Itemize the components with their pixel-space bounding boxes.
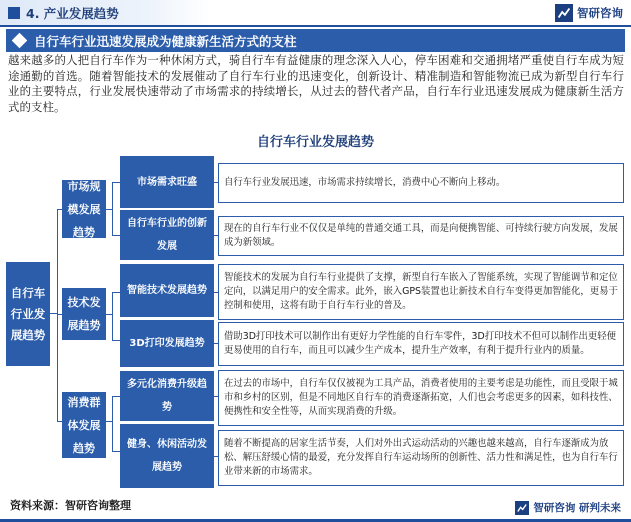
subtitle-banner <box>6 29 625 52</box>
item-desc-text: 自行车行业发展迅速，市场需求持续增长，消费中心不断向上移动。 <box>224 177 506 189</box>
footer-brand-text: 智研咨询 研判未来 <box>533 502 621 514</box>
item-desc-text: 借助3D打印技术可以制作出有更好力学性能的自行车零件，3D打印技术不但可以制作出更轻便更易使用的自行车，而且可以减少生产成本，提升生产效率，有利于提升行业内的质量。 <box>224 331 616 356</box>
brand-name: 智研咨询 <box>577 6 623 20</box>
item-description-smart-tech <box>218 264 624 320</box>
section-square-icon <box>8 7 20 19</box>
group-label: 消费群体发展趋势 <box>67 395 101 455</box>
connector <box>112 340 120 341</box>
brand-logo-icon <box>515 501 529 515</box>
connector <box>112 235 120 236</box>
connector <box>112 182 120 183</box>
diamond-icon <box>12 33 28 49</box>
connector <box>112 292 113 340</box>
item-desc-text: 智能技术的发展为自行车行业提供了支撑，新型自行车嵌入了智能系统，实现了智能调节和定位定向，以满足用户的安全需求。此外，嵌入GPS装置也让新技术自行车变得更加智能化，更易于控制和使用，这将有助于自行车行业的普及。 <box>224 272 618 311</box>
brand-logo-icon <box>555 4 573 22</box>
item-label: 3D打印发展趋势 <box>129 338 205 349</box>
item-desc-text: 现在的自行车行业不仅仅是单纯的普通交通工具，而是向便携智能、可持续行驶方向发展，发展成为新领域。 <box>224 223 618 248</box>
item-label: 市场需求旺盛 <box>137 176 197 188</box>
header-divider <box>0 25 631 27</box>
item-node-innovation <box>120 210 214 260</box>
group-label: 市场规模发展趋势 <box>67 180 101 238</box>
group-node-consumer <box>62 392 106 458</box>
connector <box>112 292 120 293</box>
item-label: 自行车行业的创新发展 <box>127 218 207 252</box>
connector <box>112 396 113 451</box>
item-node-3d-printing <box>120 320 214 367</box>
connector <box>112 451 120 452</box>
group-node-market-scale <box>62 180 106 238</box>
connector <box>112 182 113 235</box>
page-header <box>0 0 631 26</box>
item-label: 健身、休闲活动发展趋势 <box>127 439 207 473</box>
brand-logo <box>555 3 623 23</box>
group-node-technology <box>62 288 106 340</box>
item-node-consumption-upgrade <box>120 371 214 421</box>
connector <box>50 313 57 314</box>
item-node-market-demand <box>120 156 214 208</box>
intro-paragraph: 越来越多的人把自行车作为一种休闲方式，骑自行车有益健康的理念深入人心，停车困难和交通拥堵严重使自行车成为短途通勤的首选。随着智能技术的发展催动了自行车行业的迅速变化，创新设计、精准制造和智能物流已成为新型自行车行业的主要特点，行业发展快速带动了市场需求的持续增长，从过去的替代者产品，自行车行业迅速发展成为健康新生活方式的支柱。 <box>8 53 624 114</box>
item-desc-text: 随着不断提高的居家生活节奏，人们对外出式运动活动的兴趣也越来越高，自行车逐渐成为放松、解压舒缓心情的最爱，充分发挥自行车运动场所的创新性、活力性和满足性，也为自行车行业带来新的市场需求。 <box>224 438 618 477</box>
section-title: 4. 产业发展趋势 <box>26 6 119 21</box>
data-source-note: 资料来源：智研咨询整理 <box>10 499 131 512</box>
item-desc-text: 在过去的市场中，自行车仅仅被视为工具产品，消费者使用的主要考虑是功能性，而且受限于城市和乡村的区别，但是不同地区自行车的消费逐渐拓宽，人们也会考虑更多的因素，如科技性、便携性和安全性等，从而实现消费的升级。 <box>224 378 618 417</box>
diagram-title: 自行车行业发展趋势 <box>256 135 374 150</box>
item-label: 智能技术发展趋势 <box>127 285 207 296</box>
group-label: 技术发展趋势 <box>67 296 101 332</box>
root-node <box>6 262 50 366</box>
item-description-consumption-upgrade <box>218 370 624 426</box>
item-description-fitness-leisure <box>218 430 624 486</box>
root-node-label: 自行车行业发展趋势 <box>10 285 46 342</box>
item-description-market-demand <box>218 163 624 203</box>
footer-brand <box>515 500 621 515</box>
item-node-smart-tech <box>120 264 214 317</box>
connector <box>57 209 58 421</box>
item-description-innovation <box>218 216 624 256</box>
item-label: 多元化消费升级趋势 <box>127 379 207 413</box>
banner-title: 自行车行业迅速发展成为健康新生活方式的支柱 <box>34 33 297 49</box>
item-description-3d-printing <box>218 322 624 366</box>
item-node-fitness-leisure <box>120 424 214 488</box>
connector <box>112 396 120 397</box>
